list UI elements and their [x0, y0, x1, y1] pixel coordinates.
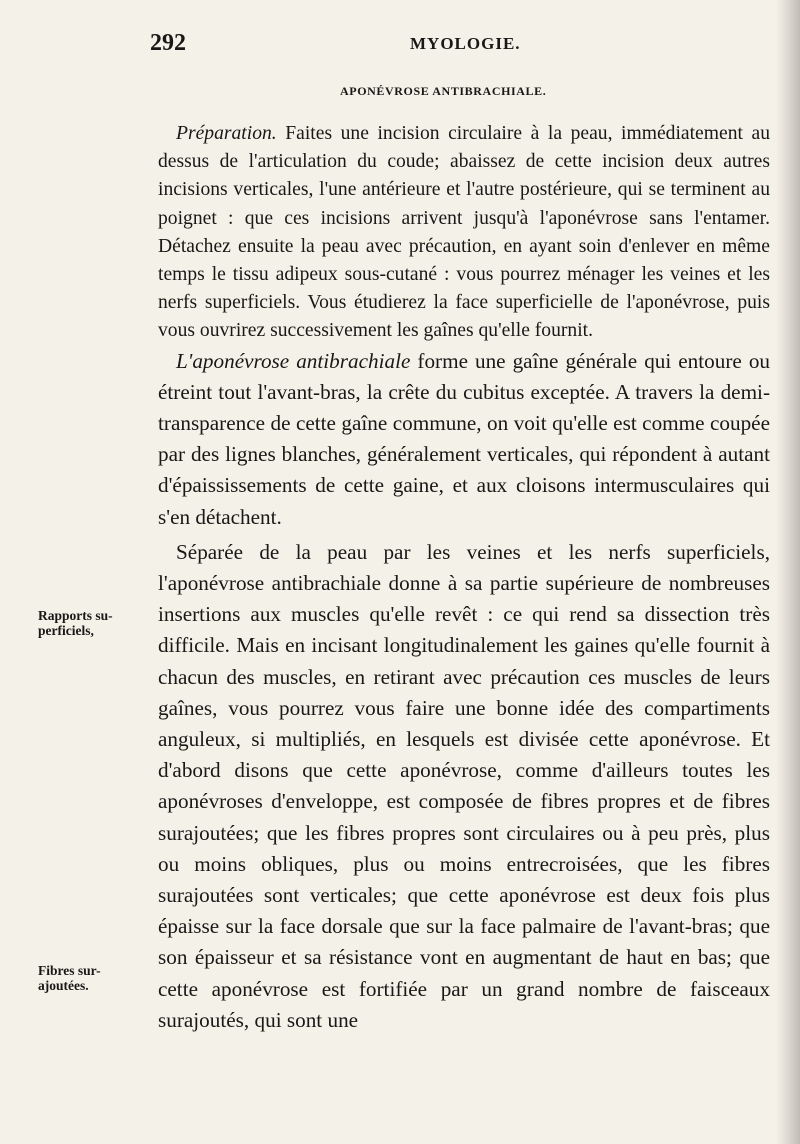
paragraph-body: Séparée de la peau par les veines et les nerfs superficiels, l'aponévrose antibrachiale donne à sa partie supérieure de nombreuses insertions aux muscles qu'elle revêt : ce qui rend sa dissection très difficile. Mais en incisant longitudinalement les gaines qu'elle fournit à chacun des muscles, en retirant avec précaution ces muscles de leurs gaînes, vous pourrez vous faire une bonne idée des compartiments anguleux, si multipliés, en lesquels est divisée cette aponévrose. Et d'abord disons que cette aponévrose, comme d'ailleurs toutes les aponévroses d'enveloppe, est composée de fibres propres et de fibres surajoutées; que les fibres propres sont circulaires ou à peu près, plus ou moins obliques, plus ou moins entrecroisées, que les fibres surajoutées sont verticales; que cette aponévrose est deux fois plus épaisse sur la face dorsale que sur la face palmaire de l'avant-bras; que son épaisseur et sa résistance vont en augmentant de haut en bas; que cette aponévrose est fortifiée par un grand nombre de faisceaux surajoutés, qui sont une [158, 539, 770, 1032]
paragraph-rapports [158, 537, 770, 1036]
margin-note-line: ajoutées. [38, 978, 89, 993]
margin-note-fibres-surajoutees [38, 963, 101, 993]
paragraph-lead: L'aponévrose antibrachiale [176, 348, 411, 373]
page-gutter-shadow [776, 0, 800, 1144]
page-number: 292 [150, 30, 186, 56]
section-title: APONÉVROSE ANTIBRACHIALE. [340, 84, 547, 98]
paragraph-body: forme une gaîne générale qui entoure ou étreint tout l'avant-bras, la crête du cubitus exceptée. A travers la demi-transparence de cette gaîne commune, on voit qu'elle est comme coupée par des lignes blanches, généralement verticales, qui répondent à autant d'épaississements de cette gaine, et aux cloisons intermusculaires qui s'en détachent. [158, 348, 771, 529]
paragraph-body: Faites une incision circulaire à la peau, immédiatement au dessus de l'articulation du coude; abaissez de cette incision deux autres incisions verticales, l'une antérieure et l'autre postérieure, qui se terminent au poignet : que ces incisions arrivent jusqu'à l'aponévrose sans l'entamer. Détachez ensuite la peau avec précaution, en ayant soin d'enlever en même temps le tissu adipeux sous-cutané : vous pourrez ménager les veines et les nerfs superficiels. Vous étudierez la face superficielle de l'aponévrose, puis vous ouvrirez successivement les gaînes qu'elle fournit. [158, 123, 770, 342]
margin-note-line: Rapports su- [38, 608, 113, 623]
page-header [150, 30, 710, 60]
running-head: MYOLOGIE. [410, 34, 521, 53]
paragraph-disposition [158, 346, 770, 533]
margin-notes [0, 0, 150, 1144]
paragraph-lead: Préparation. [176, 123, 277, 144]
margin-note-line: Fibres sur- [38, 963, 101, 978]
paragraph-preparation [158, 120, 770, 346]
margin-note-rapports [38, 608, 113, 638]
body-text [158, 120, 770, 1036]
margin-note-line: perficiels, [38, 623, 94, 638]
